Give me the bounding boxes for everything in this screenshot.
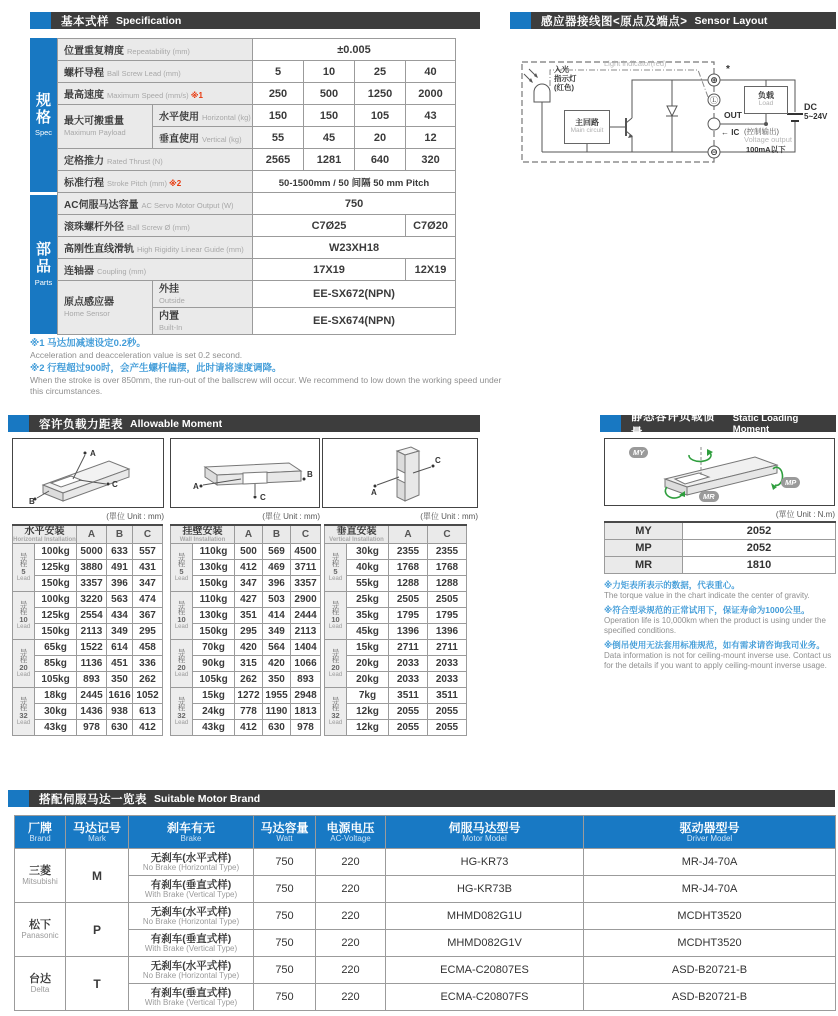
driver-model-cell: ASD-B20721-B [584,984,836,1011]
battery-icon [787,114,803,121]
lead-group-cell: 导程 10 Lead [13,592,35,640]
accent-square [30,12,51,29]
section-title: 容许负载力距表 [39,418,123,431]
table-row: 挂壁安装 Wall Installation A B C [171,525,321,544]
svg-text:A: A [371,488,377,497]
table-row: 导程 20 Lead 70kg 420 564 1404 [171,640,321,656]
value-cell: 12X19 [406,259,456,281]
note: ※符合型录规范的正常试用下，保证寿命为1000公里。 [604,605,810,616]
brake-cell: 无刹车(水平式样) No Brake (Horizontal Type) [129,903,254,930]
motor-section-header [8,790,835,807]
table-row: 原点感应器 Home Sensor 外挂 Outside EE-SX672(NPN) [58,281,456,308]
table-row: 定格推力 Rated Thrust (N) 2565 1281 640 320 [58,149,456,171]
value-cell: 50-1500mm / 50 间隔 50 mm Pitch [253,171,456,193]
brand-cell: 三菱 Mitsubishi [15,849,66,903]
table-row: 内置 Built-In EE-SX674(NPN) [58,308,456,335]
table-row: 导程 10 Lead 110kg 427 503 2900 [171,592,321,608]
lead-group-cell: 导程 10 Lead [325,592,347,640]
value-cell: 500 [304,83,355,105]
motor-model-cell: ECMA-C20807ES [386,957,584,984]
value-cell: 25 [355,61,406,83]
footnote: ※1 马达加减速设定0.2秒。 [30,338,146,349]
value-cell: 750 [254,930,316,957]
table-row: 24kg 778 1190 1813 [171,704,321,720]
moment-table-wall [170,524,321,736]
table-row: 高刚性直线滑轨 High Rigidity Linear Guide (mm) W23XH18 [58,237,456,259]
value-cell: 45 [304,127,355,149]
svg-text:B: B [307,470,313,479]
spec-section-header [30,12,480,29]
lead-group-cell: 导程 5 Lead [325,544,347,592]
table-row: 导程 20 Lead 15kg 2711 2711 [325,640,467,656]
table-row [15,903,836,930]
value-cell: 55 [253,127,304,149]
sidebar-spec: 规格 Spec [30,38,57,192]
value-cell: 150 [304,105,355,127]
lead-group-cell: 导程 20 Lead [171,640,193,688]
value-cell: 220 [316,984,386,1011]
svg-text:C: C [260,493,266,502]
value-cell: 640 [355,149,406,171]
unit-caption: (單位 Unit : mm) [420,512,478,521]
table-row: 标准行程 Stroke Pitch (mm) ※2 50-1500mm / 50 间隔 50 mm Pitch [58,171,456,193]
spec-footnotes: ※1 马达加减速设定0.2秒。 Acceleration and deacceleration value is set 0.2 second. ※2 行程超过900时，会产生螺杆偏摆，此时请将速度调降。 When the stroke is over 850mm, the run-out of the ballscrew will occur. We recommend to low down the working speed under this circumstances. [30,338,505,399]
table-row [15,849,836,876]
light-indicator-label-en: Light indicator(red) [604,59,667,68]
ic-label: ← IC [721,128,740,137]
value-cell: 40 [406,61,456,83]
driver-model-cell: MR-J4-70A [584,849,836,876]
section-title: 搭配伺服马达一览表 [39,793,147,806]
mark-cell: P [66,903,129,957]
light-indicator-label: 入光 [554,65,569,74]
value-cell: 1281 [304,149,355,171]
accent-square [510,12,531,29]
table-row: 导程 32 Lead 15kg 1272 1955 2948 [171,688,321,704]
static-moment-table [604,521,836,574]
table-row: 导程 32 Lead 7kg 3511 3511 [325,688,467,704]
value-cell: C7Ø20 [406,215,456,237]
col-header: 刹车有无 Brake [129,816,254,849]
value-cell: EE-SX674(NPN) [253,308,456,335]
table-row: 水平安装 Horizontal Installation A B C [13,525,163,544]
unit-caption: (單位 Unit : mm) [106,512,164,521]
table-row: 导程 5 Lead 30kg 2355 2355 [325,544,467,560]
plus-terminal-icon: ⊕ [710,75,718,85]
unit-caption: (單位 Unit : N.m) [775,510,835,519]
col-header: 厂牌 Brand [15,816,66,849]
sidebar-parts: 部品 Parts [30,195,57,334]
value-cell: 1250 [355,83,406,105]
star-mark: * [726,64,730,75]
value-cell: 17X19 [253,259,406,281]
col-header: 马达记号 Mark [66,816,129,849]
value-cell: 750 [254,984,316,1011]
table-row: MR 1810 [605,556,836,573]
note: ※力矩表所表示的数据，代表重心。 [604,580,740,590]
value-cell: 2052 [683,539,836,556]
table-row: MY 2052 [605,522,836,539]
table-row: 105kg 262 350 893 [171,672,321,688]
table-row: 12kg 2055 2055 [325,704,467,720]
dc-range-label: 5~24V [804,112,828,121]
moment-table-horizontal [12,524,163,736]
brand-cell: 台达 Delta [15,957,66,1011]
table-row: 150kg 2113 349 295 [13,624,163,640]
table-row: 85kg 1136 451 336 [13,656,163,672]
table-row: 垂直安装 Vertical Installation A C [325,525,467,544]
table-row: 20kg 2033 2033 [325,672,467,688]
accent-square [600,415,621,432]
table-row: 150kg 295 349 2113 [171,624,321,640]
value-cell: 150 [253,105,304,127]
table-row: 12kg 2055 2055 [325,720,467,736]
table-row: 43kg 412 630 978 [171,720,321,736]
table-row: 导程 5 Lead 100kg 5000 633 557 [13,544,163,560]
moment-section-header [8,415,480,432]
table-row: AC伺服马达容量 AC Servo Motor Output (W) 750 [58,193,456,215]
value-cell: 220 [316,849,386,876]
svg-text:A: A [90,449,96,458]
table-row: 导程 5 Lead 110kg 500 569 4500 [171,544,321,560]
brake-cell: 无刹车(水平式样) No Brake (Horizontal Type) [129,957,254,984]
section-title: 基本式样 [61,15,109,28]
value-cell: ±0.005 [253,39,456,61]
section-title-en: Static Loading Moment [732,412,799,435]
value-cell: 750 [254,849,316,876]
value-cell: 320 [406,149,456,171]
value-cell: 2000 [406,83,456,105]
col-header: 电源电压 AC-Voltage [316,816,386,849]
brake-cell: 有刹车(垂直式样) With Brake (Vertical Type) [129,930,254,957]
motor-model-cell: MHMD082G1V [386,930,584,957]
mp-badge: MP [781,477,800,488]
mark-cell: M [66,849,129,903]
table-row: 导程 10 Lead 100kg 3220 563 474 [13,592,163,608]
table-row [15,957,836,984]
svg-text:A: A [193,482,199,491]
footnote: ※2 行程超过900时，会产生螺杆偏摆，此时请将速度调降。 [30,362,282,374]
accent-square [8,790,29,807]
static-section-header [600,410,836,439]
driver-model-cell: MCDHT3520 [584,903,836,930]
value-cell: 2052 [683,522,836,539]
actuator-isometric-icon [171,439,318,506]
footnote-mark: ※2 [169,178,182,188]
motor-model-cell: HG-KR73 [386,849,584,876]
value-cell: 1810 [683,556,836,573]
col-header: 伺服马达型号 Motor Model [386,816,584,849]
value-cell: 20 [355,127,406,149]
table-row: 40kg 1768 1768 [325,560,467,576]
value-cell: 43 [406,105,456,127]
table-row: 35kg 1795 1795 [325,608,467,624]
table-row: MP 2052 [605,539,836,556]
svg-text:C: C [112,480,118,489]
table-row: 20kg 2033 2033 [325,656,467,672]
value-cell: 750 [254,957,316,984]
table-row: 连轴器 Coupling (mm) 17X19 12X19 [58,259,456,281]
mark-cell: T [66,957,129,1011]
motor-model-cell: MHMD082G1U [386,903,584,930]
sensor-diagram: ⊕ Ⓛ ⊖ * 入光 指示灯 (红色) Light indicator(red) 主回路 Main circuit 负载 Load OUT ← IC (控制输出) Voltage output 100mA以下 DC 5~24V [512,40,838,180]
light-terminal-icon: Ⓛ [710,96,718,105]
table-row: 导程 32 Lead 18kg 2445 1616 1052 [13,688,163,704]
value-cell: EE-SX672(NPN) [253,281,456,308]
value-cell: 220 [316,930,386,957]
table-row: 55kg 1288 1288 [325,576,467,592]
brake-cell: 有刹车(垂直式样) With Brake (Vertical Type) [129,876,254,903]
svg-text:B: B [29,497,35,506]
value-cell: 12 [406,127,456,149]
spec-sidebar [30,38,57,334]
accent-square [8,415,29,432]
load-box: 负载 Load [744,86,788,114]
lead-group-cell: 导程 20 Lead [325,640,347,688]
section-title-en: Suitable Motor Brand [154,792,261,805]
table-row: 43kg 978 630 412 [13,720,163,736]
footnote-mark: ※1 [190,90,203,100]
actuator-isometric-icon [13,439,162,506]
my-badge: MY [629,447,648,458]
table-row: 125kg 3880 491 431 [13,560,163,576]
brake-cell: 无刹车(水平式样) No Brake (Horizontal Type) [129,849,254,876]
driver-model-cell: MCDHT3520 [584,930,836,957]
table-row: 滚珠螺杆外径 Ball Screw Ø (mm) C7Ø25 C7Ø20 [58,215,456,237]
lead-group-cell: 导程 5 Lead [13,544,35,592]
driver-model-cell: MR-J4-70A [584,876,836,903]
moment-diagram-vertical [322,438,478,508]
section-title-en: Sensor Layout [694,14,768,27]
table-row: 垂直使用 Vertical (kg) 55 45 20 12 [58,127,456,149]
table-row: 螺杆导程 Ball Screw Lead (mm) 5 10 25 40 [58,61,456,83]
value-cell: 10 [304,61,355,83]
main-circuit-box: 主回路 Main circuit [564,110,610,144]
brand-cell: 松下 Panasonic [15,903,66,957]
table-row: 最大可搬重量 Maximum Payload 水平使用 Horizontal (kg) 150 150 105 43 [58,105,456,127]
value-cell: 750 [254,903,316,930]
value-cell: 105 [355,105,406,127]
dc-label: DC [804,102,817,112]
mr-badge: MR [699,491,719,502]
table-row: 位置重复精度 Repeatability (mm) ±0.005 [58,39,456,61]
value-cell: 220 [316,957,386,984]
spec-table [57,38,456,335]
lead-group-cell: 导程 10 Lead [171,592,193,640]
minus-terminal-icon: ⊖ [710,147,718,157]
svg-text:C: C [435,456,441,465]
table-row [15,816,836,849]
table-row: 导程 20 Lead 65kg 1522 614 458 [13,640,163,656]
table-row: 130kg 351 414 2444 [171,608,321,624]
out-label: OUT [724,110,742,120]
table-row: 45kg 1396 1396 [325,624,467,640]
table-row: 最高速度 Maximum Speed (mm/s) ※1 250 500 1250 2000 [58,83,456,105]
value-cell: 220 [316,876,386,903]
table-row: 125kg 2554 434 367 [13,608,163,624]
value-cell: 2565 [253,149,304,171]
value-cell: W23XH18 [253,237,456,259]
value-cell: 750 [254,876,316,903]
section-title: 静态容许负载惯量 [631,410,715,439]
static-moment-diagram [604,438,835,506]
control-output-label: (控制输出) [744,127,779,136]
moment-table-vertical [324,524,467,736]
brake-cell: 有刹车(垂直式样) With Brake (Vertical Type) [129,984,254,1011]
table-row [15,876,836,903]
motor-model-cell: HG-KR73B [386,876,584,903]
motor-table [14,815,836,1011]
col-header: 马达容量 Watt [254,816,316,849]
lead-group-cell: 导程 5 Lead [171,544,193,592]
value-cell: 250 [253,83,304,105]
moment-diagram-wall [170,438,320,508]
table-row: 导程 10 Lead 25kg 2505 2505 [325,592,467,608]
table-row: 150kg 347 396 3357 [171,576,321,592]
static-notes: ※力矩表所表示的数据，代表重心。 The torque value in the chart indicate the center of gravity. ※符合型录规范的正常试用下，保证寿命为1000公里。 Operation life is 10,000km when the product is using under the specified conditions. ※倒吊使用无法套用标准规范，如有需求请咨询我司业务。 Data information is not for ceiling-mount inverse use. Contact us for the details if you want to apply ceiling-mount inverse usage. [604,580,837,673]
sensor-section-header [510,12,836,29]
table-row [15,930,836,957]
section-title-en: Specification [116,14,182,27]
value-cell: 220 [316,903,386,930]
moment-diagram-horizontal [12,438,164,508]
value-cell: 5 [253,61,304,83]
section-title-en: Allowable Moment [130,417,223,430]
table-row: 130kg 412 469 3711 [171,560,321,576]
table-row: 90kg 315 420 1066 [171,656,321,672]
motor-model-cell: ECMA-C20807FS [386,984,584,1011]
table-row: 150kg 3357 396 347 [13,576,163,592]
value-cell: C7Ø25 [253,215,406,237]
col-header: 驱动器型号 Driver Model [584,816,836,849]
table-row: 30kg 1436 938 613 [13,704,163,720]
lead-group-cell: 导程 20 Lead [13,640,35,688]
driver-model-cell: ASD-B20721-B [584,957,836,984]
lead-group-cell: 导程 32 Lead [325,688,347,736]
lead-group-cell: 导程 32 Lead [171,688,193,736]
circuit-wires-icon [512,40,838,180]
current-limit-label: 100mA以下 [746,145,786,154]
table-row: 105kg 893 350 262 [13,672,163,688]
lead-group-cell: 导程 32 Lead [13,688,35,736]
value-cell: 750 [253,193,456,215]
table-row [15,984,836,1011]
unit-caption: (單位 Unit : mm) [262,512,320,521]
section-title: 感应器接线图<原点及端点> [541,15,688,28]
actuator-isometric-icon [323,439,476,506]
note: ※倒吊使用无法套用标准规范，如有需求请咨询我司业务。 [604,640,825,651]
led-icon [524,69,550,102]
